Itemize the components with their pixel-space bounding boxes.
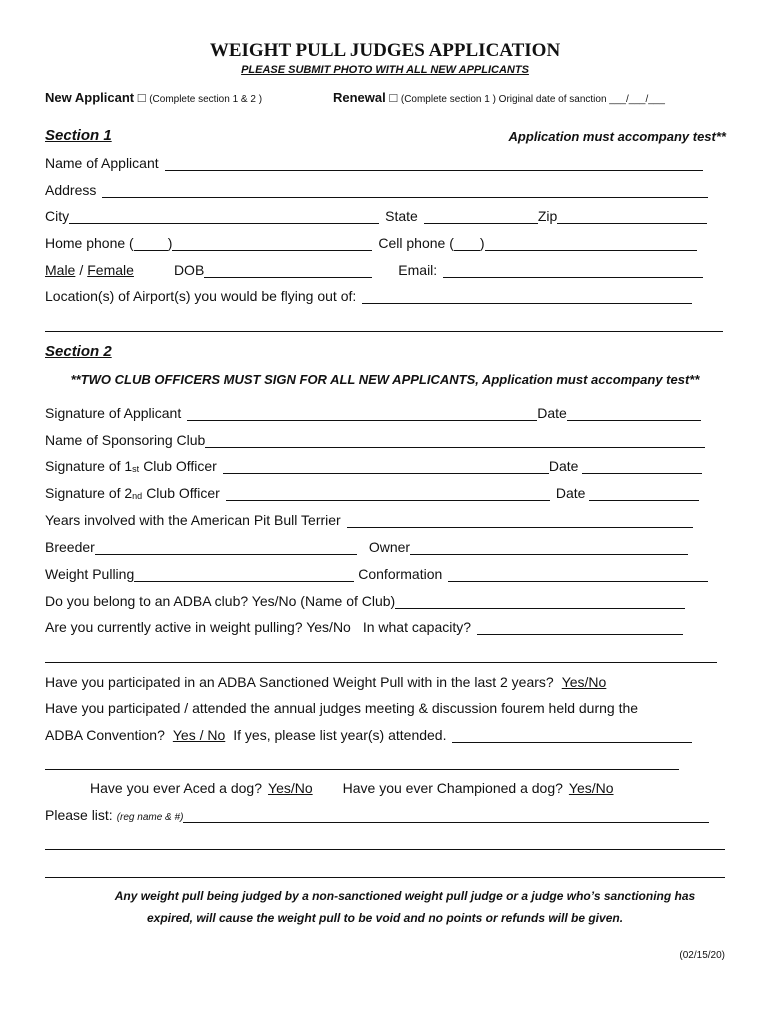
pulling-conformation-row [45,566,708,582]
home-phone-field[interactable] [172,236,372,251]
active-pulling-label: Are you currently active in weight pulling? Yes/No [45,619,351,635]
active-pulling-row [45,619,683,635]
sponsoring-club-row [45,432,705,448]
participated-row [45,674,606,690]
cell-phone-paren: ) [479,235,485,251]
section2-note: **TWO CLUB OFFICERS MUST SIGN FOR ALL NEW APPLICANTS, Application must accompany test** [70,372,700,387]
first-officer-date-field[interactable] [582,459,702,474]
breeder-owner-row [45,539,688,555]
applicant-date-field[interactable] [567,406,701,421]
city-state-zip-row [45,208,707,224]
adba-club-row [45,593,685,609]
airports-field-extra-line[interactable] [45,331,723,332]
renewal-note: (Complete section 1 ) Original date of sanction ___/___/___ [400,94,665,105]
conformation-label: Conformation [358,566,443,582]
weight-pulling-label: Weight Pulling [45,566,135,582]
breeder-label: Breeder [45,539,95,555]
phone-row [45,235,697,251]
form-subtitle: PLEASE SUBMIT PHOTO WITH ALL NEW APPLICANTS [241,64,529,76]
new-applicant-option [45,90,262,105]
form-title: WEIGHT PULL JUDGES APPLICATION [209,40,561,61]
convention-yes-no[interactable]: Yes / No [172,727,226,743]
home-phone-label: Home phone ( [45,235,134,251]
footer-warning-line1: Any weight pull being judged by a non-sanctioned weight pull judge or a judge who’s sanctioning has [114,889,696,903]
home-phone-paren: ) [167,235,173,251]
second-officer-sup: nd [132,491,143,501]
years-attended-field[interactable] [452,728,692,743]
championed-label: Have you ever Championed a dog? [342,780,563,796]
championed-yes-no[interactable]: Yes/No [568,780,614,796]
first-officer-label-post: Club Officer [143,458,217,474]
applicant-signature-row [45,405,701,421]
state-field[interactable] [424,209,538,224]
section1-note: Application must accompany test** [508,129,726,144]
address-field[interactable] [102,183,708,198]
second-officer-label-post: Club Officer [146,485,220,501]
home-phone-area-field[interactable] [134,236,168,251]
renewal-option [333,90,665,105]
airports-row [45,288,692,304]
first-officer-label-pre: Signature of 1 [45,458,133,474]
new-applicant-note: (Complete section 1 & 2 ) [149,94,263,105]
participated-yes-no[interactable]: Yes/No [561,674,607,690]
please-list-label: Please list: [45,807,113,823]
gender-slash: / [79,262,84,278]
address-label: Address [45,182,97,198]
city-label: City [45,208,70,224]
years-involved-row [45,512,693,528]
applicant-signature-label: Signature of Applicant [45,405,182,421]
sponsoring-club-field[interactable] [205,433,705,448]
renewal-checkbox[interactable]: □ [389,90,398,105]
adba-club-label: Do you belong to an ADBA club? Yes/No (Name of Club) [45,593,396,609]
email-field[interactable] [443,263,703,278]
please-list-row [45,807,709,823]
aced-championed-row [90,780,614,796]
cell-phone-area-field[interactable] [454,236,480,251]
first-officer-sup: st [132,464,140,474]
second-officer-signature-field[interactable] [226,486,550,501]
section1-heading: Section 1 [45,127,112,144]
state-label: State [385,208,418,224]
applicant-name-label: Name of Applicant [45,155,159,171]
footer-warning-line2: expired, will cause the weight pull to be void and no points or refunds will be given. [146,911,624,925]
owner-label: Owner [368,539,411,555]
capacity-field-extra-line[interactable] [45,662,717,663]
second-officer-date-field[interactable] [589,486,699,501]
owner-field[interactable] [410,540,688,555]
convention-label: ADBA Convention? [45,727,165,743]
cell-phone-label: Cell phone ( [378,235,454,251]
airports-label: Location(s) of Airport(s) you would be flying out of: [45,288,357,304]
section2-heading: Section 2 [45,343,112,360]
renewal-label: Renewal [333,90,386,105]
reg-name-hint: (reg name & #) [116,812,184,823]
capacity-label: In what capacity? [362,619,472,635]
zip-label: Zip [537,208,558,224]
female-option[interactable]: Female [87,262,134,278]
please-list-extra-line-2[interactable] [45,877,725,878]
participated-label: Have you participated in an ADBA Sanctioned Weight Pull with in the last 2 years? [45,674,554,690]
applicant-date-label: Date [537,405,567,421]
dob-label: DOB [173,262,205,278]
sponsoring-club-label: Name of Sponsoring Club [45,432,206,448]
capacity-field[interactable] [477,620,683,635]
gender-dob-email-row [45,262,703,278]
second-officer-label-pre: Signature of 2 [45,485,133,501]
email-label: Email: [398,262,438,278]
new-applicant-label: New Applicant [45,90,135,105]
please-list-extra-line-1[interactable] [45,849,725,850]
years-attended-label: If yes, please list year(s) attended. [233,727,447,743]
breeder-field[interactable] [95,540,357,555]
years-involved-field[interactable] [347,513,693,528]
judges-meeting-label: Have you participated / attended the annual judges meeting & discussion fourem held durng the [45,700,639,716]
applicant-name-row [45,155,703,171]
convention-row [45,727,692,743]
weight-pulling-field[interactable] [134,567,354,582]
please-list-field[interactable] [183,808,709,823]
male-option[interactable]: Male [45,262,76,278]
new-applicant-checkbox[interactable]: □ [137,90,146,105]
city-field[interactable] [69,209,379,224]
first-officer-date-label: Date [548,458,579,474]
aced-yes-no[interactable]: Yes/No [268,780,313,796]
applicant-signature-field[interactable] [187,406,537,421]
adba-club-field[interactable] [395,594,685,609]
second-officer-date-label: Date [555,485,586,501]
dob-field[interactable] [204,263,372,278]
first-officer-row [45,458,702,474]
revision-date: (02/15/20) [679,950,725,961]
aced-label: Have you ever Aced a dog? [90,780,263,796]
years-attended-extra-line[interactable] [45,769,679,770]
cell-phone-field[interactable] [485,236,697,251]
years-involved-label: Years involved with the American Pit Bull Terrier [45,512,341,528]
judges-meeting-row [45,700,638,716]
zip-field[interactable] [557,209,707,224]
second-officer-row [45,485,699,501]
address-row [45,182,708,198]
applicant-name-field[interactable] [165,156,703,171]
conformation-field[interactable] [448,567,708,582]
first-officer-signature-field[interactable] [223,459,549,474]
airports-field[interactable] [362,289,692,304]
